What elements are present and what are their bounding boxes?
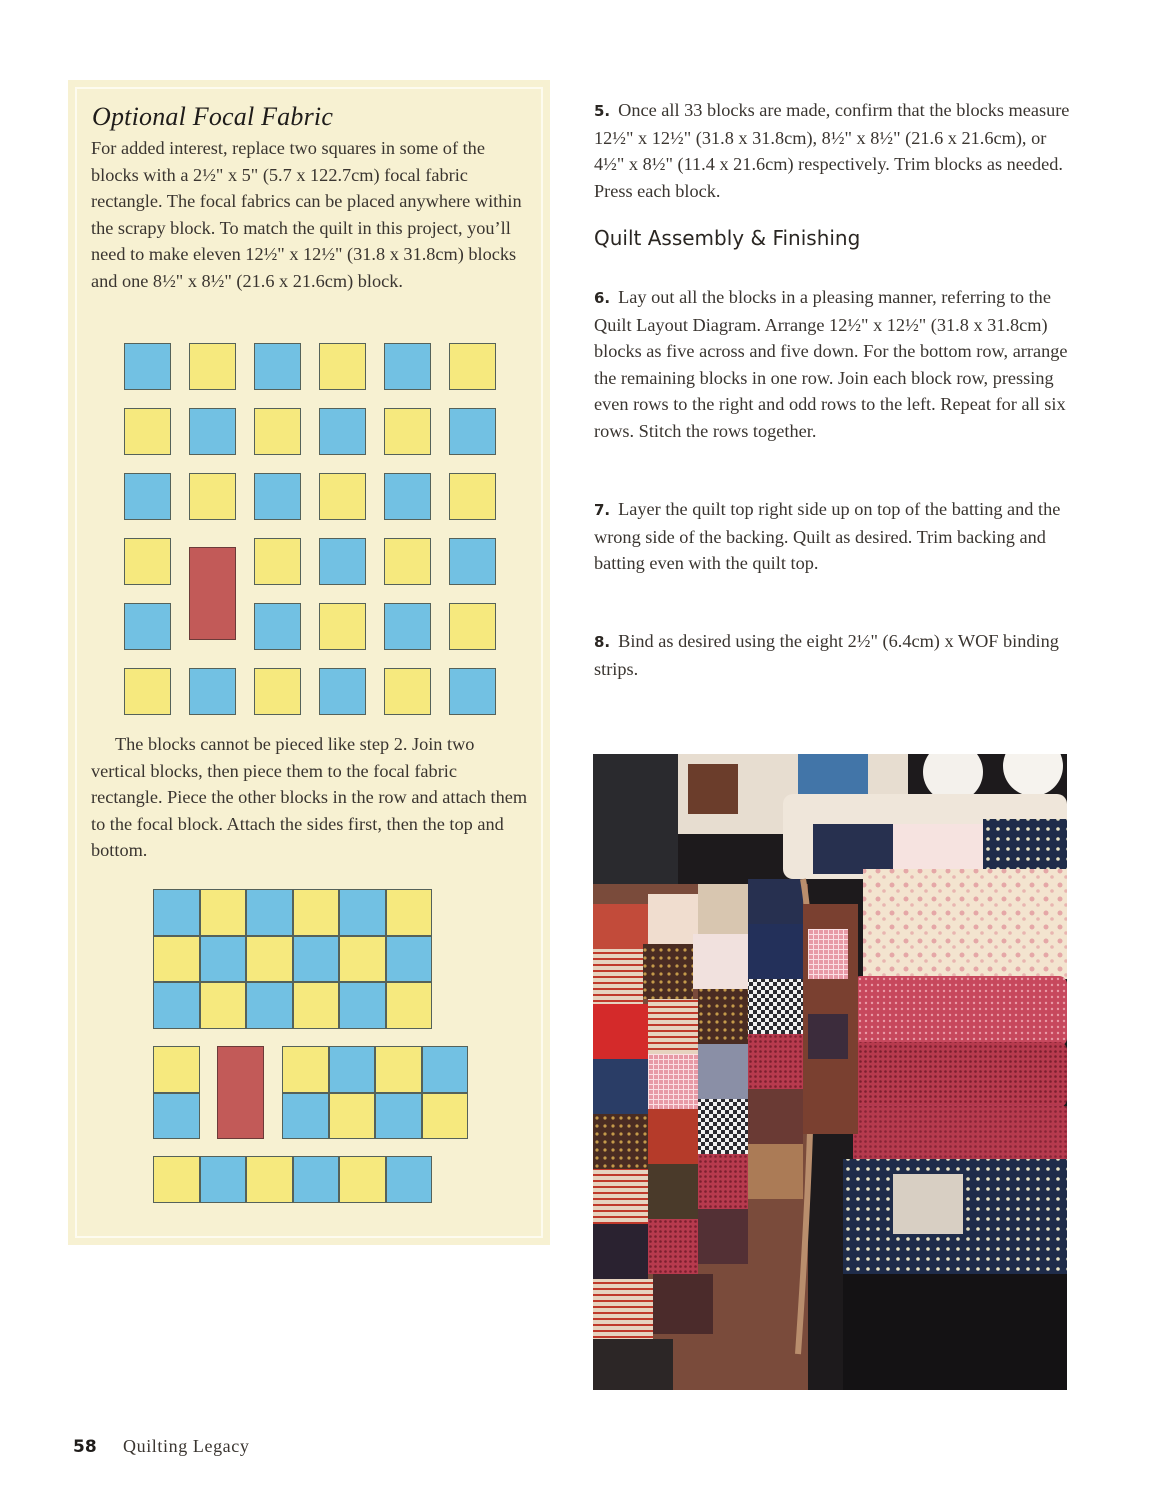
assembled-square-blue xyxy=(386,936,433,983)
right-unit-square-yellow xyxy=(375,1046,422,1093)
assembled-square-blue xyxy=(246,889,293,936)
assembled-blocks-diagram xyxy=(68,80,550,1245)
step-5 xyxy=(594,97,1074,204)
assembled-square-yellow xyxy=(386,982,433,1029)
assembled-square-yellow xyxy=(293,889,340,936)
right-unit-square-blue xyxy=(375,1093,422,1140)
right-unit-square-blue xyxy=(329,1046,376,1093)
assembled-square-blue xyxy=(153,982,200,1029)
focal-fabric-rectangle xyxy=(217,1046,264,1139)
quilt-photo-illustration xyxy=(593,754,1067,1390)
assembled-square-blue xyxy=(339,982,386,1029)
left-pair-square-yellow xyxy=(153,1046,200,1093)
assembled-square-blue xyxy=(200,936,247,983)
sidebar-paragraph-piecing: The blocks cannot be pieced like step 2. Join two vertical blocks, then piece them to the focal fabric rectangle. Piece the other blocks in the row and attach them to the focal block. Attach the sides first, then the top and bottom. xyxy=(91,734,528,860)
step-number: 7. xyxy=(594,501,611,519)
assembled-square-yellow xyxy=(153,936,200,983)
step-number: 5. xyxy=(594,102,611,120)
assembled-square-yellow xyxy=(246,936,293,983)
bottom-row-square-blue xyxy=(386,1156,433,1203)
assembled-square-yellow xyxy=(293,982,340,1029)
step-number: 6. xyxy=(594,289,611,307)
running-title: Quilting Legacy xyxy=(123,1436,250,1456)
right-unit-square-blue xyxy=(282,1093,329,1140)
bottom-row-square-yellow xyxy=(339,1156,386,1203)
page-number: 58 xyxy=(73,1437,97,1457)
bottom-row-square-blue xyxy=(200,1156,247,1203)
assembled-square-blue xyxy=(293,936,340,983)
step-7 xyxy=(594,496,1074,577)
step-text: Lay out all the blocks in a pleasing manner, referring to the Quilt Layout Diagram. Arrange 12½" x 12½" (31.8 x 31.8cm) blocks as five across and five down. For the bottom row, arrange the remaining blocks in one row. Join each block row, pressing even rows to the right and odd rows to the left. Repeat for all six rows. Stitch the rows together. xyxy=(594,287,1068,441)
bottom-row-square-yellow xyxy=(246,1156,293,1203)
right-unit-square-yellow xyxy=(329,1093,376,1140)
assembled-square-yellow xyxy=(386,889,433,936)
step-number: 8. xyxy=(594,633,611,651)
step-text: Once all 33 blocks are made, confirm that the blocks measure 12½" x 12½" (31.8 x 31.8cm), 8½" x 8½" (21.6 x 21.6cm), or 4½" x 8½" (11.4 x 21.6cm) respectively. Trim blocks as needed. Press each block. xyxy=(594,100,1070,201)
section-heading: Quilt Assembly & Finishing xyxy=(594,226,861,250)
bottom-row-square-yellow xyxy=(153,1156,200,1203)
step-6 xyxy=(594,284,1074,444)
assembled-square-blue xyxy=(153,889,200,936)
left-pair-square-blue xyxy=(153,1093,200,1140)
optional-focal-fabric-sidebar xyxy=(68,80,550,1245)
sidebar-title: Optional Focal Fabric xyxy=(92,102,334,131)
assembled-square-yellow xyxy=(339,936,386,983)
right-unit-square-yellow xyxy=(282,1046,329,1093)
step-text: Layer the quilt top right side up on top of the batting and the wrong side of the backing. Quilt as desired. Trim backing and batting even with the quilt top. xyxy=(594,499,1061,573)
assembled-square-yellow xyxy=(200,889,247,936)
quilt-stack-photo xyxy=(593,754,1067,1390)
step-text: Bind as desired using the eight 2½" (6.4cm) x WOF binding strips. xyxy=(594,631,1059,679)
right-unit-square-yellow xyxy=(422,1093,469,1140)
assembled-square-blue xyxy=(246,982,293,1029)
right-unit-square-blue xyxy=(422,1046,469,1093)
step-8 xyxy=(594,628,1074,682)
sidebar-paragraph-intro: For added interest, replace two squares in some of the blocks with a 2½" x 5" (5.7 x 122.7cm) focal fabric rectangle. The focal fabrics can be placed anywhere within the scrapy block. To match the quilt in this project, you’ll need to make eleven 12½" x 12½" (31.8 x 31.8cm) blocks and one 8½" x 8½" (21.6 x 21.6cm) block. xyxy=(91,138,522,291)
assembled-square-yellow xyxy=(200,982,247,1029)
assembled-square-blue xyxy=(339,889,386,936)
bottom-row-square-blue xyxy=(293,1156,340,1203)
